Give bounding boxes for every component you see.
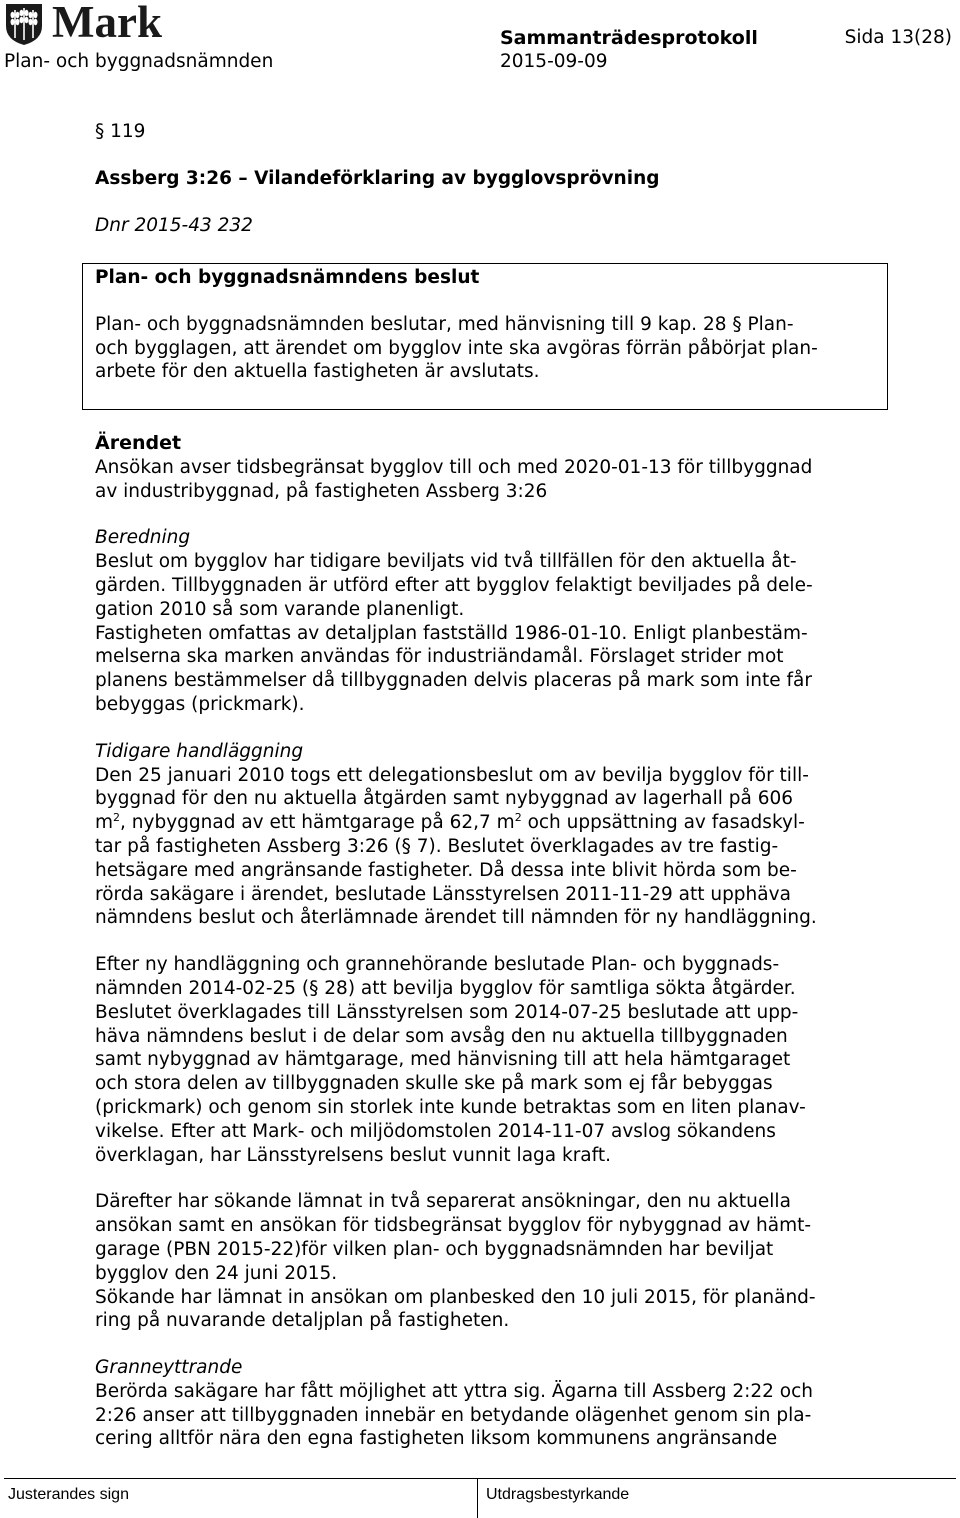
page-header [0,0,960,80]
decision-heading: Plan- och byggnadsnämndens beslut [95,267,480,288]
superscript: 2 [514,811,522,824]
decision-section [95,266,885,384]
footer-separator [477,1478,478,1518]
beredning-line: melserna ska marken användas för industriändamål. Förslaget strider mot [95,646,784,668]
tidigare-line: rörda sakägare i ärendet, beslutade Länsstyrelsen 2011-11-29 att upphäva [95,883,791,905]
beredning-line: bebyggas (prickmark). [95,693,305,715]
darefter-line: Sökande har lämnat in ansökan om planbesked den 10 juli 2015, för planänd- [95,1286,816,1308]
beredning-line: Fastigheten omfattas av detaljplan fastställd 1986-01-10. Enligt planbestäm- [95,622,808,644]
footer-divider [4,1478,956,1479]
beredning-heading: Beredning [95,527,191,549]
efter-line: Beslutet överklagades till Länsstyrelsen som 2014-07-25 beslutade att upp- [95,1001,799,1023]
efter-line: Efter ny handläggning och grannehörande beslutade Plan- och byggnads- [95,954,780,976]
signature-label: Justerandes sign [8,1486,129,1503]
case-dnr: Dnr 2015-43 232 [95,214,253,236]
case-title: Assberg 3:26 – Vilandeförklaring av bygglovsprövning [95,167,660,189]
area-text: och uppsättning av fasadskyl- [521,812,805,834]
tidigare-line: nämndens beslut och återlämnade ärendet till nämnden för ny handläggning. [95,907,817,929]
brand-wordmark: Mark [52,0,162,47]
page-number: Sida 13(28) [844,27,952,48]
darefter-line: garage (PBN 2015-22)för vilken plan- och byggnadsnämnden har beviljat [95,1238,774,1260]
efter-line: häva nämndens beslut i de delar som avsåg den nu aktuella tillbyggnaden [95,1025,788,1047]
efter-line: vikelse. Efter att Mark- och miljödomstolen 2014-11-07 avslog sökandens [95,1120,776,1142]
darefter-line: ring på nuvarande detaljplan på fastigheten. [95,1310,510,1332]
meeting-date: 2015-09-09 [500,51,608,72]
organization-name: Plan- och byggnadsnämnden [4,51,274,72]
decision-line: arbete för den aktuella fastigheten är avslutats. [95,361,540,383]
arendet-heading: Ärendet [95,432,182,454]
tidigare-line: hetsägare med angränsande fastigheter. Då dessa inte blivit hörda som be- [95,859,797,881]
darefter-line: Därefter har sökande lämnat in två separerat ansökningar, den nu aktuella [95,1191,791,1213]
darefter-line: bygglov den 24 juni 2015. [95,1262,338,1284]
tidigare-line: tar på fastigheten Assberg 3:26 (§ 7). Beslutet överklagades av tre fastig- [95,835,779,857]
tidigare-line-area [95,811,885,835]
efter-line: (prickmark) och genom sin storlek inte kunde betraktas som en liten planav- [95,1096,806,1118]
beredning-line: planens bestämmelser då tillbyggnaden delvis placeras på mark som inte får [95,670,812,692]
case-header [95,120,885,237]
tidigare-line: Den 25 januari 2010 togs ett delegationsbeslut om av bevilja bygglov för till- [95,764,809,786]
beredning-line: gärden. Tillbyggnaden är utförd efter att bygglov felaktigt beviljades på dele- [95,574,813,596]
tidigare-line: byggnad för den nu aktuella åtgärden samt nybyggnad av lagerhall på 606 [95,788,794,810]
efter-line: överklagan, har Länsstyrelsens beslut vunnit laga kraft. [95,1144,611,1166]
granne-line: Berörda sakägare har fått möjlighet att yttra sig. Ägarna till Assberg 2:22 och [95,1380,814,1402]
beredning-line: Beslut om bygglov har tidigare beviljats vid två tillfällen för den aktuella åt- [95,551,797,573]
darefter-line: ansökan samt en ansökan för tidsbegränsat bygglov för nybyggnad av hämt- [95,1215,812,1237]
efter-line: och stora delen av tillbyggnaden skulle ske på mark som ej får bebyggas [95,1073,773,1095]
beredning-line: gation 2010 så som varande planenligt. [95,598,465,620]
granne-heading: Granneyttrande [95,1357,243,1379]
municipal-crest-icon [4,2,44,46]
unit-text: m [95,812,114,834]
area-text: , nybyggnad av ett hämtgarage på 62,7 m [120,812,515,834]
case-number: § 119 [95,121,146,142]
arendet-line: Ansökan avser tidsbegränsat bygglov till och med 2020-01-13 för tillbyggnad [95,456,813,478]
efter-line: samt nybyggnad av hämtgarage, med hänvisning till att hela hämtgaraget [95,1049,791,1071]
tidigare-heading: Tidigare handläggning [95,740,304,762]
decision-line: Plan- och byggnadsnämnden beslutar, med hänvisning till 9 kap. 28 § Plan- [95,313,794,335]
decision-line: och bygglagen, att ärendet om bygglov inte ska avgöras förrän påbörjat plan- [95,337,818,359]
granne-line: cering alltför nära den egna fastigheten liksom kommunens angränsande [95,1428,778,1450]
certification-label: Utdragsbestyrkande [486,1486,630,1503]
granne-line: 2:26 anser att tillbyggnaden innebär en betydande olägenhet genom sin pla- [95,1404,812,1426]
superscript: 2 [113,811,121,824]
efter-line: nämnden 2014-02-25 (§ 28) att bevilja bygglov för samtliga sökta åtgärder. [95,977,796,999]
document-type: Sammanträdesprotokoll [500,27,758,49]
page-footer [0,1478,960,1518]
arendet-line: av industribyggnad, på fastigheten Assberg 3:26 [95,480,548,502]
case-body [95,432,885,1451]
